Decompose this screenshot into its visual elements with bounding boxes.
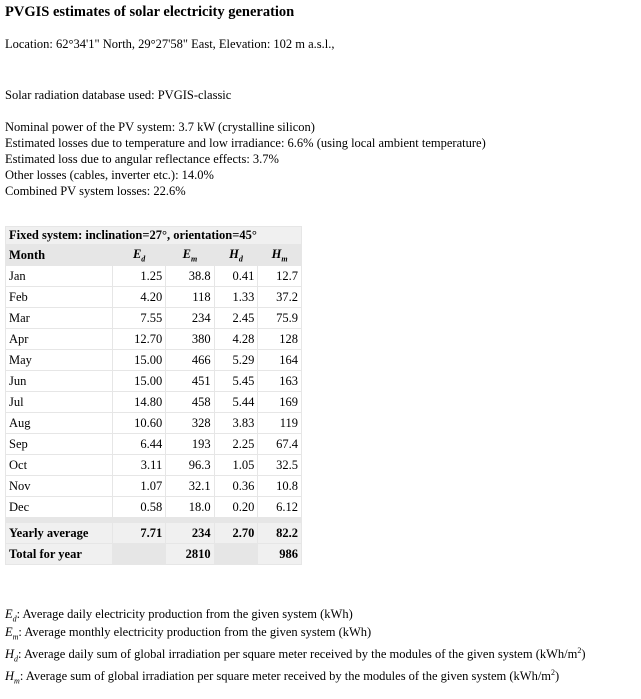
month-cell: Aug bbox=[6, 413, 112, 433]
hm-cell: 128 bbox=[258, 329, 301, 349]
ed-cell: 3.11 bbox=[113, 455, 165, 475]
hd-column-header: $H_d$ bbox=[215, 245, 258, 265]
em-cell: 328 bbox=[166, 413, 213, 433]
ed-cell: 15.00 bbox=[113, 371, 165, 391]
hd-cell: 3.83 bbox=[215, 413, 258, 433]
em-cell: 96.3 bbox=[166, 455, 213, 475]
hm-cell: 67.4 bbox=[258, 434, 301, 454]
ed-cell: 7.55 bbox=[113, 308, 165, 328]
hm-cell: 37.2 bbox=[258, 287, 301, 307]
em-cell: 18.0 bbox=[166, 497, 213, 517]
yearly-average-label: Yearly average bbox=[6, 523, 112, 543]
month-cell: Jan bbox=[6, 266, 112, 286]
hm-cell: 12.7 bbox=[258, 266, 301, 286]
hd-cell: 0.20 bbox=[215, 497, 258, 517]
hd-cell: 5.44 bbox=[215, 392, 258, 412]
hd-cell: 5.29 bbox=[215, 350, 258, 370]
ed-cell: 12.70 bbox=[113, 329, 165, 349]
month-cell: Jun bbox=[6, 371, 112, 391]
table-row bbox=[6, 434, 301, 454]
month-cell: May bbox=[6, 350, 112, 370]
ed-cell: 4.20 bbox=[113, 287, 165, 307]
hd-cell: 5.45 bbox=[215, 371, 258, 391]
param-combined-losses: Combined PV system losses: 22.6% bbox=[5, 184, 186, 198]
em-column-header: $E_m$ bbox=[166, 245, 213, 265]
param-other-losses: Other losses (cables, inverter etc.): 14.0% bbox=[5, 168, 214, 182]
hm-cell: 119 bbox=[258, 413, 301, 433]
yearly-average-hm: 82.2 bbox=[258, 523, 301, 543]
em-cell: 234 bbox=[166, 308, 213, 328]
em-cell: 32.1 bbox=[166, 476, 213, 496]
table-row bbox=[6, 287, 301, 307]
param-temperature-losses: Estimated losses due to temperature and low irradiance: 6.6% (using local ambient temperature) bbox=[5, 136, 486, 150]
table-row bbox=[6, 392, 301, 412]
legend-ed: $E_d$: Average daily electricity production from the given system (kWh) bbox=[5, 607, 353, 624]
hd-cell: 1.05 bbox=[215, 455, 258, 475]
month-cell: Dec bbox=[6, 497, 112, 517]
page-title: PVGIS estimates of solar electricity generation bbox=[5, 4, 295, 20]
table-row bbox=[6, 455, 301, 475]
em-cell: 38.8 bbox=[166, 266, 213, 286]
month-cell: Sep bbox=[6, 434, 112, 454]
total-ed-empty bbox=[113, 544, 165, 564]
month-cell: Mar bbox=[6, 308, 112, 328]
hm-cell: 75.9 bbox=[258, 308, 301, 328]
total-for-year-em: 2810 bbox=[166, 544, 213, 564]
table-row bbox=[6, 371, 301, 391]
legend-hd: $H_d$: Average daily sum of global irradiation per square meter received by the modules of the given system $(kWh/m^2)$ bbox=[5, 646, 586, 664]
ed-cell: 6.44 bbox=[113, 434, 165, 454]
ed-cell: 10.60 bbox=[113, 413, 165, 433]
em-cell: 466 bbox=[166, 350, 213, 370]
hm-cell: 10.8 bbox=[258, 476, 301, 496]
location-text: Location: 62°34'1" North, 29°27'58" East, Elevation: 102 m a.s.l., bbox=[5, 37, 335, 51]
month-cell: Apr bbox=[6, 329, 112, 349]
hm-column-header: $H_m$ bbox=[258, 245, 301, 265]
total-hd-empty bbox=[215, 544, 258, 564]
month-cell: Nov bbox=[6, 476, 112, 496]
total-for-year-row bbox=[6, 544, 301, 564]
month-cell: Oct bbox=[6, 455, 112, 475]
hd-cell: 4.28 bbox=[215, 329, 258, 349]
hd-cell: 0.36 bbox=[215, 476, 258, 496]
ed-cell: 0.58 bbox=[113, 497, 165, 517]
total-for-year-hm: 986 bbox=[258, 544, 301, 564]
em-cell: 380 bbox=[166, 329, 213, 349]
em-cell: 118 bbox=[166, 287, 213, 307]
table-row bbox=[6, 329, 301, 349]
table-row bbox=[6, 476, 301, 496]
hm-cell: 169 bbox=[258, 392, 301, 412]
hm-cell: 32.5 bbox=[258, 455, 301, 475]
em-cell: 193 bbox=[166, 434, 213, 454]
results-table bbox=[5, 226, 302, 565]
month-cell: Feb bbox=[6, 287, 112, 307]
table-row bbox=[6, 497, 301, 517]
table-row bbox=[6, 350, 301, 370]
yearly-average-hd: 2.70 bbox=[215, 523, 258, 543]
ed-cell: 1.07 bbox=[113, 476, 165, 496]
results-table-container bbox=[5, 226, 302, 565]
hd-cell: 1.33 bbox=[215, 287, 258, 307]
month-cell: Jul bbox=[6, 392, 112, 412]
ed-column-header: $E_d$ bbox=[113, 245, 165, 265]
legend-hm: $H_m$: Average sum of global irradiation per square meter received by the modules of the given system $(kWh/m^2)$ bbox=[5, 668, 560, 686]
hd-cell: 2.45 bbox=[215, 308, 258, 328]
hm-cell: 164 bbox=[258, 350, 301, 370]
table-row bbox=[6, 308, 301, 328]
legend-em: $E_m$: Average monthly electricity production from the given system (kWh) bbox=[5, 625, 372, 642]
param-angular-loss: Estimated loss due to angular reflectance effects: 3.7% bbox=[5, 152, 279, 166]
ed-cell: 1.25 bbox=[113, 266, 165, 286]
param-nominal-power: Nominal power of the PV system: 3.7 kW (crystalline silicon) bbox=[5, 120, 315, 134]
hd-cell: 0.41 bbox=[215, 266, 258, 286]
ed-cell: 15.00 bbox=[113, 350, 165, 370]
yearly-average-ed: 7.71 bbox=[113, 523, 165, 543]
hm-cell: 163 bbox=[258, 371, 301, 391]
total-for-year-label: Total for year bbox=[6, 544, 112, 564]
em-cell: 458 bbox=[166, 392, 213, 412]
em-cell: 451 bbox=[166, 371, 213, 391]
database-text: Solar radiation database used: PVGIS-classic bbox=[5, 88, 232, 102]
hd-cell: 2.25 bbox=[215, 434, 258, 454]
hm-cell: 6.12 bbox=[258, 497, 301, 517]
table-row bbox=[6, 413, 301, 433]
month-column-header: Month bbox=[6, 245, 112, 265]
ed-cell: 14.80 bbox=[113, 392, 165, 412]
yearly-average-row bbox=[6, 523, 301, 543]
yearly-average-em: 234 bbox=[166, 523, 213, 543]
table-caption: Fixed system: inclination=27°, orientation=45° bbox=[6, 227, 301, 244]
table-row bbox=[6, 266, 301, 286]
